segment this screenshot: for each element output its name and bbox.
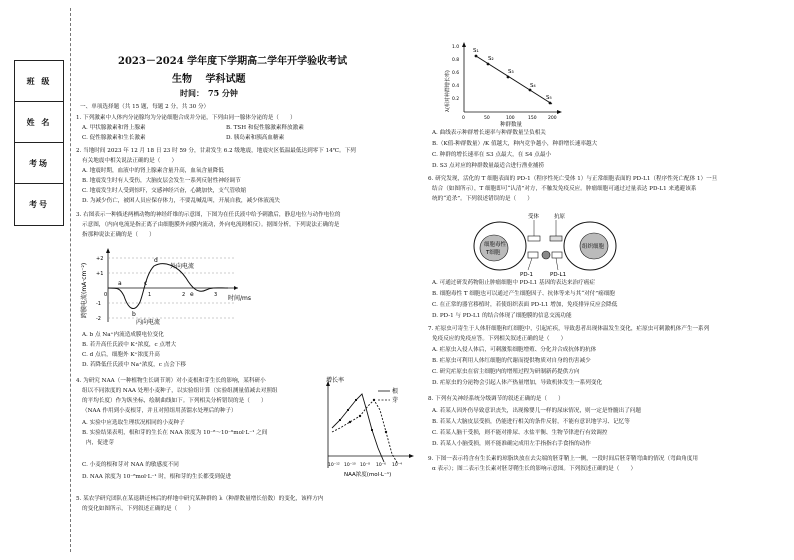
graph1-xtick-2: 2 <box>182 292 186 298</box>
q9-stem: 9. 下图一表示将含有生长素的琼脂块放在去尖端的胚芽鞘上一侧，一段时间后胚芽鞘弯曲的情况（弯曲角度用 <box>428 456 699 462</box>
membrane-current-graph <box>78 244 258 326</box>
graph2-ylabel: 增长率 <box>326 377 345 384</box>
q4-stem-cont3: （NAA 作用到小麦根芽，并且对照组用蒸馏水处理后的种子） <box>82 408 237 414</box>
q7-option-a: A. 疟原虫入侵人体后，可刺激浆细胞增殖、分化并合成抗体的抗体 <box>432 347 597 353</box>
graph3-ytick-4: 1.0 <box>452 45 460 50</box>
q2-option-a: A. 地震时期，血液中的肾上腺素含量升高，血氧含量降低 <box>82 168 224 174</box>
section-heading: 一、单项选择题（共 15 题，每题 2 分，共 30 分） <box>80 104 210 110</box>
naa-growth-graph <box>300 376 420 480</box>
graph2-xtick-1: 10⁻¹⁰ <box>344 463 356 468</box>
q7-option-d: D. 疟原虫的分泌物会引起人体产热量增加，导致机体发生一系列变化 <box>432 380 603 386</box>
exam-title: 2023－2024 学年度下学期高二学年开学验收考试 <box>118 56 348 67</box>
pd1-binding-diagram <box>470 206 630 280</box>
q4-option-b: B. 实验结果表明，根和芽的生长在 NAA 浓度为 10⁻⁸～10⁻⁶mol·L⁻¹ 之间 <box>82 430 268 436</box>
q1-option-a: A. 甲状腺激素和肾上腺素 <box>82 125 146 131</box>
graph1-outward-label: 外向电流 <box>170 263 195 270</box>
graph1-xtick-0: 0 <box>104 292 108 298</box>
q8-stem: 8. 下列有关神经系统分级调节的叙述正确的是（ ） <box>428 396 564 402</box>
student-info-box <box>14 60 64 226</box>
legend-bud: 芽 <box>392 397 399 404</box>
graph3-ytick-0: 0.2 <box>452 97 460 102</box>
graph1-xtick-1: 1 <box>148 292 152 298</box>
lambda-population-graph <box>440 40 570 128</box>
q3-stem: 3. 右图表示一种描述两栖动物的神经纤维的示意图，下图为在任氏液中给予刺激后，静息电位与动作电位的 <box>76 212 341 218</box>
q7-option-b: B. 疟原虫可利用人体红细胞的代谢而提供物质对自身的伤害减少 <box>432 358 591 364</box>
point-c: c <box>144 280 148 287</box>
q7-option-c: C. 研究疟原虫在宿主细胞内的增殖过程为研制新药提供方向 <box>432 369 580 375</box>
q9-stem-cont: α 表示）；图二表示生长素对胚芽鞘生长的影响示意图。下列叙述正确的是（ ） <box>432 466 637 472</box>
class-label: 班 级 <box>15 61 63 102</box>
q4-stem-cont: 组以不同浓度的 NAA 处理小麦种子，以实验组计算（实验组测量值减去对照组 <box>82 388 278 394</box>
q1-option-c: C. 促性腺激素和生长激素 <box>82 135 146 141</box>
q4-option-a: A. 实验中应选取生理状况相同的小麦种子 <box>82 420 185 426</box>
exam-room-label: 考场 <box>15 143 63 184</box>
q6-stem: 6. 研究发现，活化的 T 细胞表面的 PD-1（程序性死亡受体 1）与正常细胞表面的 PD-L1（程序性死亡配体 1）一旦 <box>428 176 718 182</box>
q5-stem-cont: 的变化如图所示，下列叙述正确的是（ ） <box>82 506 194 512</box>
graph3-xtick-4: 200 <box>548 116 557 121</box>
point-d: d <box>154 257 158 264</box>
name-label: 姓 名 <box>15 102 63 143</box>
q4-stem-cont2: 的平均长度）作为纵坐标，绘制曲线如下。下列相关分析错误的是（ ） <box>82 398 267 404</box>
receptor-label: 受体 <box>528 214 540 220</box>
graph1-ytick-1: +1 <box>96 271 104 277</box>
legend-root: 根 <box>392 388 399 395</box>
graph3-xtick-1: 50 <box>484 116 490 121</box>
q3-option-b: B. 若升高任氏液中 K⁺浓度，c 点增大 <box>82 342 177 348</box>
tissue-cell-label: 组织细胞 <box>582 244 605 250</box>
exam-time: 时间： 75 分钟 <box>180 88 238 98</box>
q5-option-b: B.（K值-种群数量）/K 值越大，种内竞争越小，种群增长速率越大 <box>432 141 598 147</box>
q4-stem: 4. 为研究 NAA（一种植物生长调节剂）对小麦根和芽生长的影响，某科研小 <box>76 378 266 384</box>
q3-option-a: A. b 点 Na⁺内流造成膜电位变化 <box>82 332 164 338</box>
point-a: a <box>118 280 122 287</box>
q6-stem-cont2: 统的“追杀”。下列叙述错误的是（ ） <box>432 196 533 202</box>
graph3-ytick-2: 0.6 <box>452 71 460 76</box>
graph3-s4: S₄ <box>530 83 536 89</box>
graph3-ytick-1: 0.4 <box>452 84 460 89</box>
q3-stem-cont: 示意图，（内向电流是指正离子由细胞膜外向膜内流动，外向电流则相反）。据图分析，下列说法正确的是 <box>82 222 340 228</box>
graph1-xlabel: 时间/ms <box>228 295 251 302</box>
q6-option-c: C. 在正常的器官移植时，若使组织表面 PD-L1 增加，免疫排异反应会降低 <box>432 302 618 308</box>
q1-option-b: B. TSH 和促性腺激素释放激素 <box>226 125 304 131</box>
q2-option-d: D. 为减少伤亡，被困人员应保存体力，不要乱喊乱叫，开展自救，减少体液流失 <box>82 198 281 204</box>
graph3-xlabel: 种群数量 <box>500 122 523 128</box>
graph3-xtick-3: 150 <box>528 116 537 121</box>
graph3-s3: S₃ <box>508 69 514 75</box>
q7-stem-cont: 免疫反应的免疫应答。下列相关叙述正确的是（ ） <box>432 336 567 342</box>
graph1-inward-label: 内向电流 <box>136 319 161 326</box>
pdl1-label: PD-L1 <box>550 272 567 278</box>
point-e: e <box>190 291 194 298</box>
q8-option-c: C. 若某人脑干受损，则不能对排尿、水盐平衡、生物节律进行有效调控 <box>432 430 608 436</box>
q6-option-a: A. 可通过研发药物阻止肿瘤细胞中 PD-L1 基因的表达来治疗癌症 <box>432 280 595 286</box>
q2-option-b: B. 地震发生时有人受伤，大脑皮层会发生一系列反射性神经调节 <box>82 178 241 184</box>
q5-option-a: A. 曲线表示种群增长速率与种群数量呈负相关 <box>432 130 546 136</box>
q3-option-d: D. 若降低任氏液中 Na⁺浓度，c 点会下移 <box>82 362 187 368</box>
tcell-label-2: T细胞 <box>486 250 501 256</box>
q4-option-b-cont: 内，促进芽 <box>86 440 114 446</box>
q3-stem-cont2: 指那种说法正确的是（ ） <box>82 232 155 238</box>
pd1-label: PD-1 <box>520 272 534 278</box>
graph3-ytick-3: 0.8 <box>452 58 460 63</box>
q2-stem: 2. 当地时间 2023 年 12 月 18 日 23 时 59 分，甘肃发生 6.2 级地震，地震灾区低温最低达到零下 14℃。下列 <box>76 148 356 154</box>
graph1-xtick-3: 3 <box>214 292 218 298</box>
exam-number-label: 考号 <box>29 199 49 209</box>
graph2-xtick-2: 10⁻⁸ <box>360 463 370 468</box>
q8-option-b: B. 若某人大脑皮层受损，仍能进行相关的条件反射，不能有意识地学习、记忆等 <box>432 419 630 425</box>
q7-stem: 7. 疟原虫可寄生于人体肝细胞和红细胞中，引起疟疾，导致患者出现体温发生变化，疟原虫可刺激机体产生一系列 <box>428 326 710 332</box>
graph1-ytick-3: -1 <box>96 301 101 307</box>
q5-option-d: D. S3 点对应的种群数量最适合进行渔业捕捞 <box>432 163 545 169</box>
q5-option-c: C. 种群的增长速率在 S3 点最大，在 S4 点最小 <box>432 152 552 158</box>
graph3-ylabel: λ(相对种群增长率) <box>445 70 451 112</box>
point-b: b <box>132 311 136 318</box>
q6-option-b: B. 细胞毒性 T 细胞也可以通过产生细胞因子、抗体等来与其“对付”癌细胞 <box>432 291 615 297</box>
graph3-xtick-2: 100 <box>506 116 515 121</box>
graph2-xtick-4: 10⁻⁴ <box>392 463 402 468</box>
q4-option-d: D. NAA 浓度为 10⁻⁸mol·L⁻¹ 时，根和芽的生长都受到促进 <box>82 474 232 480</box>
graph3-s2: S₂ <box>488 56 494 62</box>
q5-stem: 5. 某农学研究团队在某退耕还林后的样地中研究某种群的 λ（种群数量增长倍数）的变化，该样方内 <box>76 496 324 502</box>
graph2-xtick-0: 10⁻¹² <box>328 463 340 468</box>
q3-option-c: C. d 点后，细胞外 K⁺浓度升高 <box>82 352 160 358</box>
q2-option-c: C. 地震发生时人受到惊吓，交感神经兴奋，心跳加快，支气管收缩 <box>82 188 247 194</box>
graph1-ylabel: 跨膜电流(mA·cm⁻²) <box>81 262 88 318</box>
graph3-s1: S₁ <box>473 48 479 54</box>
graph3-xtick-0: 0 <box>462 116 465 121</box>
q8-option-a: A. 若某人因外伤导致意识丧失，出现像婴儿一样的尿床情况，则一定是脊髓出了问题 <box>432 408 641 414</box>
graph2-xtick-3: 10⁻⁶ <box>376 463 386 468</box>
antigen-label: 抗原 <box>554 214 566 220</box>
graph1-ytick-4: -2 <box>96 316 101 322</box>
exam-subtitle: 生物 学科试题 <box>172 74 246 85</box>
graph3-s5: S₅ <box>546 95 552 101</box>
q1-stem: 1. 下列激素中人体内分泌腺均为分泌细胞合成并分泌，下列由同一腺体分泌的是（ ） <box>76 115 296 121</box>
q6-stem-cont: 结合（如图所示），T 细胞即可“认清”对方，不触发免疫反应。肿瘤细胞可通过过量表达 PD-L1 来逃避该系 <box>432 186 697 192</box>
q2-stem-cont: 有关地震中相关说法正确的是（ ） <box>82 158 178 164</box>
tcell-label: 细胞毒性 <box>484 242 507 248</box>
q1-option-d: D. 胰岛素和胰高血糖素 <box>226 135 285 141</box>
graph1-ytick-0: +2 <box>96 256 104 262</box>
q8-option-d: D. 若某人小脑受损，则不能准确完成用左手指指右手食指的动作 <box>432 441 591 447</box>
binding-line <box>70 8 71 552</box>
q4-option-c: C. 小麦的根和芽对 NAA 的敏感度不同 <box>82 462 179 468</box>
q6-option-d: D. PD-1 与 PD-L1 的结合体现了细胞膜的信息交流功能 <box>432 313 572 319</box>
graph2-xlabel: NAA浓度(mol·L⁻¹) <box>344 472 392 478</box>
